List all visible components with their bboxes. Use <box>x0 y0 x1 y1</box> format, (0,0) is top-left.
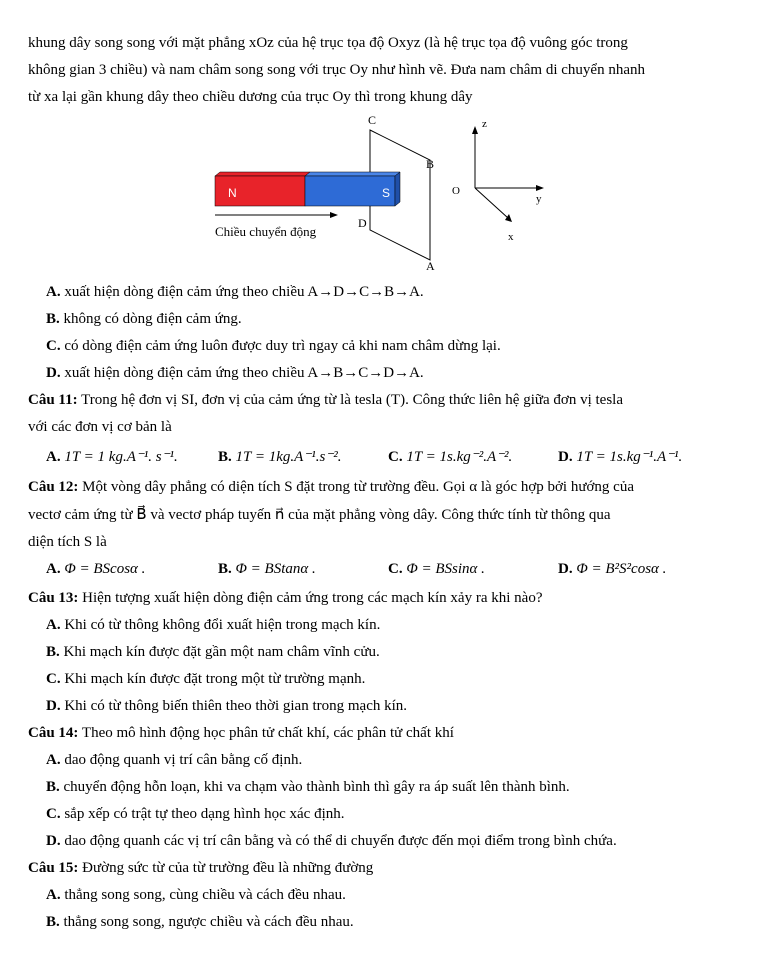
motion-arrowhead <box>330 212 338 218</box>
magnet-north-top <box>215 172 310 176</box>
axis-o-label: O <box>452 185 460 197</box>
q14-option-d: D. dao động quanh các vị trí cân bằng và có thể di chuyển được đến mọi điểm trong bình chứa. <box>46 833 617 849</box>
axis-z-arrowhead <box>472 126 478 134</box>
q14-option-c: C. sắp xếp có trật tự theo dạng hình học xác định. <box>46 806 345 822</box>
q10-option-b: B. không có dòng điện cảm ứng. <box>46 311 242 327</box>
q11-stem-1: Câu 11: Trong hệ đơn vị SI, đơn vị của cảm ứng từ là tesla (T). Công thức liên hệ giữa đơn vị tesla <box>28 392 623 408</box>
point-b: B <box>426 157 435 171</box>
intro-line-1: khung dây song song với mặt phẳng xOz của hệ trục tọa độ Oxyz (là hệ trục tọa độ vuông góc trong <box>28 35 628 51</box>
q12-options <box>46 561 742 580</box>
intro-line-2: không gian 3 chiều) và nam châm song song với trục Oy như hình vẽ. Đưa nam châm di chuyển nhanh <box>28 62 645 78</box>
q11-option-b: B. 1T = 1kg.A⁻¹.s⁻². <box>218 449 342 465</box>
q14-option-a: A. dao động quanh vị trí cân bằng cố định. <box>46 752 303 768</box>
q12-option-b: B. Φ = BStanα . <box>218 561 316 577</box>
point-d: D <box>358 216 367 230</box>
axis-y-arrowhead <box>536 185 544 191</box>
point-a: A <box>426 259 435 273</box>
q15-option-a: A. thẳng song song, cùng chiều và cách đều nhau. <box>46 887 346 903</box>
q12-option-d: D. Φ = B²S²cosα . <box>558 561 667 577</box>
q11-option-c: C. 1T = 1s.kg⁻².A⁻². <box>388 449 513 465</box>
intro-line-3: từ xa lại gần khung dây theo chiều dương của trục Oy thì trong khung dây <box>28 89 473 105</box>
q11-option-d: D. 1T = 1s.kg⁻¹.A⁻¹. <box>558 449 683 465</box>
magnet-coil-figure <box>200 110 570 280</box>
axis-x-arrowhead <box>505 214 512 222</box>
q13-stem: Câu 13: Hiện tượng xuất hiện dòng điện cảm ứng trong các mạch kín xảy ra khi nào? <box>28 590 543 606</box>
q12-option-a: A. Φ = BScosα . <box>46 561 146 577</box>
magnet-south-top <box>305 172 400 176</box>
axis-y-label: y <box>536 193 542 205</box>
axis-x <box>475 188 508 218</box>
q14-option-b: B. chuyển động hỗn loạn, khi va chạm vào thành bình thì gây ra áp suất lên thành bình. <box>46 779 570 795</box>
q13-option-b: B. Khi mạch kín được đặt gần một nam châm vĩnh cửu. <box>46 644 380 660</box>
q12-stem-3: diện tích S là <box>28 534 107 550</box>
q11-option-a: A. 1T = 1 kg.A⁻¹. s⁻¹. <box>46 449 178 465</box>
q12-stem-1: Câu 12: Một vòng dây phẳng có diện tích S đặt trong từ trường đều. Gọi α là góc hợp bởi hướng của <box>28 479 634 495</box>
q13-option-c: C. Khi mạch kín được đặt trong một từ trường mạnh. <box>46 671 366 687</box>
q11-stem-2: với các đơn vị cơ bản là <box>28 419 172 435</box>
q15-stem: Câu 15: Đường sức từ của từ trường đều là những đường <box>28 860 374 876</box>
axis-x-label: x <box>508 231 514 243</box>
q12-option-c: C. Φ = BSsinα . <box>388 561 485 577</box>
q11-options <box>46 447 742 466</box>
q13-option-d: D. Khi có từ thông biến thiên theo thời gian trong mạch kín. <box>46 698 408 714</box>
q10-option-c: C. có dòng điện cảm ứng luôn được duy trì ngay cả khi nam châm dừng lại. <box>46 338 501 354</box>
point-c: C <box>368 113 377 127</box>
q12-stem-2: vectơ cảm ứng từ B⃗ và vectơ pháp tuyến n⃗ của mặt phẳng vòng dây. Công thức tính từ thông qua <box>28 507 611 523</box>
magnet-end <box>395 172 400 206</box>
q15-option-b: B. thẳng song song, ngược chiều và cách đều nhau. <box>46 914 354 930</box>
q14-stem: Câu 14: Theo mô hình động học phân tử chất khí, các phân tử chất khí <box>28 725 454 741</box>
magnet-n-label: N <box>228 186 237 200</box>
magnet-s-label: S <box>382 186 391 200</box>
q13-option-a: A. Khi có từ thông không đổi xuất hiện trong mạch kín. <box>46 617 381 633</box>
motion-label: Chiều chuyển động <box>215 224 317 239</box>
q10-option-a: A. xuất hiện dòng điện cảm ứng theo chiều A→D→C→B→A. <box>46 284 424 300</box>
q10-option-d: D. xuất hiện dòng điện cảm ứng theo chiều A→B→C→D→A. <box>46 365 424 381</box>
axis-z-label: z <box>482 118 487 130</box>
